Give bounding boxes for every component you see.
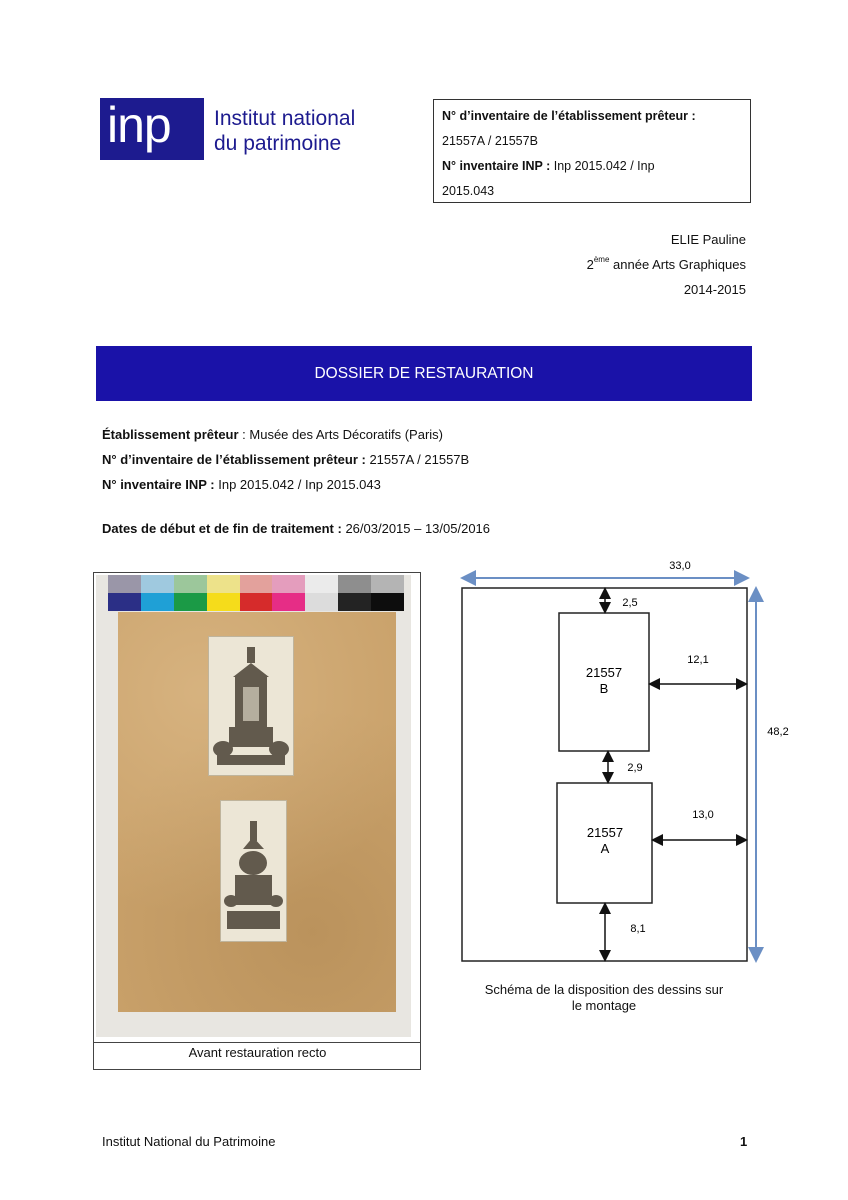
author-period: 2014-2015	[683, 282, 746, 297]
banner-title: DOSSIER DE RESTAURATION	[314, 364, 534, 382]
author-year	[587, 252, 746, 277]
engraving-b	[208, 636, 294, 776]
diagram-caption	[463, 982, 745, 1014]
right-b-label: 12,1	[687, 654, 709, 666]
inv-label: N° d’inventaire de l’établissement prêteur :	[102, 452, 366, 467]
page-number: 1	[740, 1134, 748, 1149]
color-swatch-top-7	[305, 575, 338, 593]
mounting-diagram	[450, 555, 800, 975]
inp-logo	[100, 98, 204, 160]
box-b-line1: 21557	[585, 665, 623, 680]
color-swatch-top-6	[272, 575, 305, 593]
author-year-rest: année Arts Graphiques	[609, 257, 746, 272]
color-swatch-bottom-4	[207, 593, 240, 611]
bottom-gap-label: 8,1	[630, 923, 646, 935]
color-swatch-bottom-3	[174, 593, 207, 611]
inv-box-label1: N° d’inventaire de l’établissement prêteur :	[442, 109, 696, 123]
color-swatch-bottom-9	[371, 593, 404, 611]
photo-caption: Avant restauration recto	[188, 1045, 327, 1060]
logo-text	[214, 106, 355, 156]
author-block	[587, 227, 746, 302]
color-swatch-bottom-1	[108, 593, 141, 611]
logo-line2: du patrimoine	[214, 132, 342, 155]
engraving-a	[220, 800, 287, 942]
footer-institution: Institut National du Patrimoine	[102, 1134, 276, 1149]
treatment-dates	[102, 521, 490, 536]
inv-box-value2a: Inp 2015.042 / Inp	[550, 159, 655, 173]
logo-line1: Institut national	[214, 107, 356, 130]
inp-label: N° inventaire INP :	[102, 477, 215, 492]
inv-box-label2: N° inventaire INP :	[442, 159, 551, 173]
author-year-sup: ème	[593, 255, 610, 264]
color-swatch-bottom-8	[338, 593, 371, 611]
author-name: ELIE Pauline	[670, 232, 746, 247]
diagram-caption-line2: le montage	[571, 998, 637, 1013]
color-swatch-bottom-6	[272, 593, 305, 611]
lender-value: : Musée des Arts Décoratifs (Paris)	[238, 427, 443, 442]
dates-value: 26/03/2015 – 13/05/2016	[341, 521, 491, 536]
box-b-line2: B	[599, 681, 609, 696]
caption-divider	[94, 1042, 421, 1043]
inp-value: Inp 2015.042 / Inp 2015.043	[214, 477, 381, 492]
info-block	[102, 422, 469, 497]
box-a-line2: A	[600, 841, 610, 856]
color-swatch-top-3	[174, 575, 207, 593]
lender-label: Établissement prêteur	[102, 427, 239, 442]
color-swatch-top-5	[240, 575, 273, 593]
width-label: 33,0	[669, 560, 691, 572]
color-swatch-top-8	[338, 575, 371, 593]
color-swatch-top-4	[207, 575, 240, 593]
color-swatch-bottom-2	[141, 593, 174, 611]
color-swatch-bottom-7	[305, 593, 338, 611]
info-inp	[102, 472, 469, 497]
top-gap-label: 2,5	[622, 597, 638, 609]
color-swatch-bottom-5	[240, 593, 273, 611]
color-swatch-top-9	[371, 575, 404, 593]
right-a-label: 13,0	[692, 809, 714, 821]
inv-box-value1: 21557A / 21557B	[442, 134, 538, 148]
color-calibration-bar	[108, 575, 404, 611]
title-banner	[96, 346, 752, 401]
box-a-line1: 21557	[586, 825, 624, 840]
diagram-caption-line1: Schéma de la disposition des dessins sur	[484, 982, 724, 997]
info-inventory	[102, 447, 469, 472]
inv-value: 21557A / 21557B	[365, 452, 470, 467]
inv-box-value2b: 2015.043	[442, 184, 495, 198]
color-swatch-top-1	[108, 575, 141, 593]
logo-abbr: inp	[107, 97, 171, 153]
info-lender	[102, 422, 469, 447]
dates-label: Dates de début et de fin de traitement :	[102, 521, 342, 536]
mid-gap-label: 2,9	[627, 762, 643, 774]
height-label: 48,2	[767, 726, 789, 738]
color-swatch-top-2	[141, 575, 174, 593]
inventory-box	[433, 99, 751, 203]
author-year-num: 2	[586, 257, 594, 272]
